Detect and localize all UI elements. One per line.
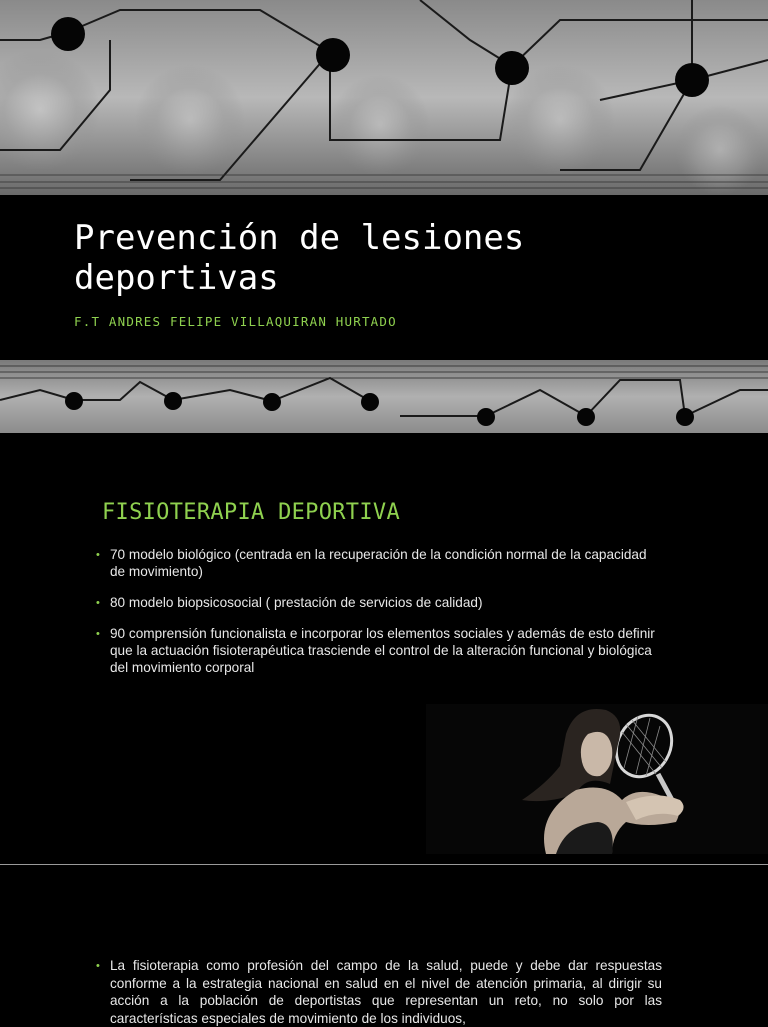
title-slide <box>0 0 768 433</box>
tennis-player-photo <box>426 704 768 854</box>
bullet-dot-icon: • <box>96 597 100 609</box>
bullet-dot-icon: • <box>96 960 100 972</box>
list-item <box>96 957 662 1027</box>
bullet-list <box>96 957 662 1027</box>
circuit-banner-bottom <box>0 360 768 433</box>
bullet-text: 90 comprensión funcionalista e incorporar los elementos sociales y además de esto definir que la actuación fisioterapéutica trasciende el control de la alteración funcional y biológica del movimiento corporal <box>110 626 655 675</box>
circuit-banner-top <box>0 0 768 195</box>
list-item <box>96 625 662 676</box>
bullet-dot-icon: • <box>96 628 100 640</box>
list-item <box>96 594 662 611</box>
section-heading: FISIOTERAPIA DEPORTIVA <box>102 500 400 525</box>
bullet-dot-icon: • <box>96 549 100 561</box>
bullet-text: La fisioterapia como profesión del campo de la salud, puede y debe dar respuestas conforme a la estrategia nacional en salud en el nivel de atención primaria, al dirigir su acción a la población de deportistas que representan un reto, no solo por las características especiales de movimiento de los individuos, <box>110 958 662 1026</box>
content-slide-fisioterapia <box>0 434 768 864</box>
bullet-text: 70 modelo biológico (centrada en la recuperación de la condición normal de la capacidad de movimiento) <box>110 547 647 579</box>
bullet-text: 80 modelo biopsicosocial ( prestación de servicios de calidad) <box>110 595 483 610</box>
list-item <box>96 546 662 580</box>
content-slide-salud <box>0 865 768 1024</box>
slide-title: Prevención de lesiones deportivas <box>74 218 525 298</box>
bullet-list <box>96 546 662 690</box>
slide-subtitle: F.T ANDRES FELIPE VILLAQUIRAN HURTADO <box>74 314 397 329</box>
